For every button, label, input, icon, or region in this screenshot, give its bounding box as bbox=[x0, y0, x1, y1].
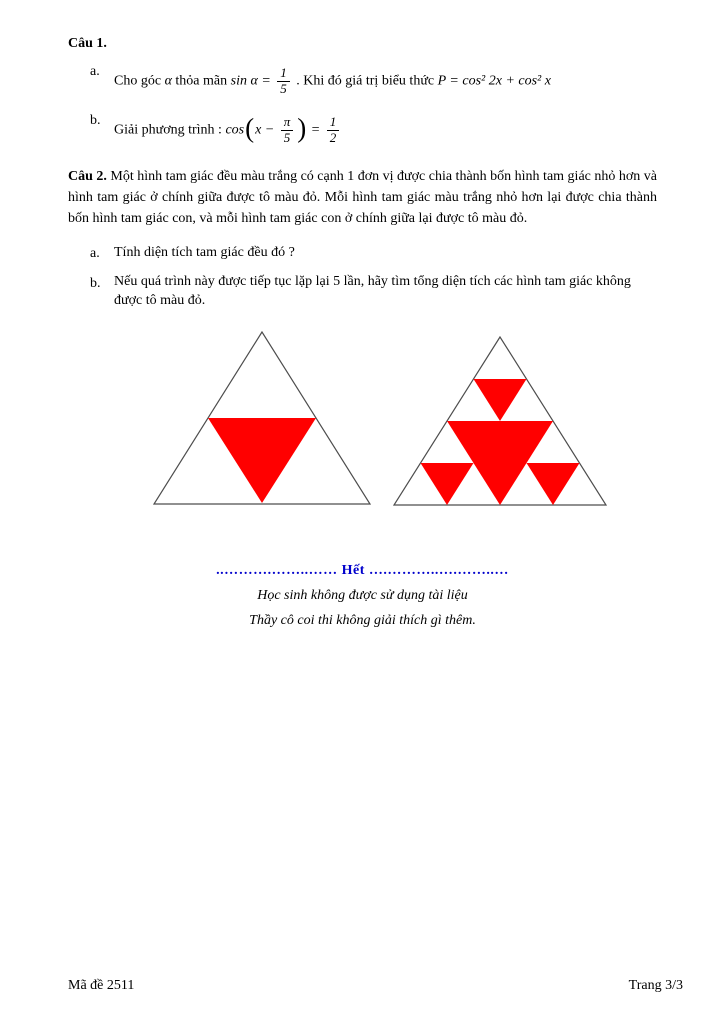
cau1-item-a-body bbox=[114, 66, 657, 97]
cau1-item-b-body bbox=[114, 112, 657, 148]
fraction-one-fifth bbox=[277, 66, 290, 97]
cau1b-text: Giải phương trình : bbox=[114, 122, 222, 138]
triangle-figures bbox=[102, 329, 657, 507]
left-paren: ( bbox=[245, 112, 255, 143]
cau1-item-a-label: a. bbox=[90, 64, 100, 79]
fraction-half-numerator: 1 bbox=[327, 115, 340, 131]
cau2-item-a-text: Tính diện tích tam giác đều đó ? bbox=[114, 245, 295, 260]
alpha-symbol: α bbox=[164, 73, 172, 89]
cau2-item-b-label: b. bbox=[90, 275, 101, 291]
exam-code: Mã đề 2511 bbox=[68, 978, 135, 993]
cau2-item-b bbox=[90, 273, 657, 311]
cau1-heading: Câu 1. bbox=[68, 36, 107, 51]
cos-symbol: cos bbox=[225, 122, 245, 138]
fraction-pi-denominator: 5 bbox=[283, 129, 291, 145]
cau1-item-b-label: b. bbox=[90, 113, 101, 128]
cau2-item-a bbox=[90, 243, 657, 264]
fraction-pi-numerator: π bbox=[281, 115, 294, 131]
fraction-numerator: 1 bbox=[277, 66, 290, 82]
sierpinski-figure-iteration-1 bbox=[151, 329, 373, 507]
cau1a-text-mid: thỏa mãn bbox=[175, 73, 228, 89]
cau2-item-b-text: Nếu quá trình này được tiếp tục lặp lại 5 lần, hãy tìm tổng diện tích các hình tam giác không được tô màu đỏ. bbox=[114, 273, 631, 308]
cau2-paragraph bbox=[68, 166, 657, 229]
closing-note-2: Thầy cô coi thi không giải thích gì thêm. bbox=[249, 612, 476, 628]
cau2-heading: Câu 2. bbox=[68, 169, 107, 184]
fraction-pi-fifth bbox=[281, 115, 294, 146]
sin-expression: sin α = bbox=[230, 73, 271, 89]
right-paren: ) bbox=[297, 112, 307, 143]
fraction-denominator: 5 bbox=[280, 80, 287, 96]
sierpinski-figure-iteration-2 bbox=[391, 335, 609, 507]
cau1a-text-before: Cho góc bbox=[114, 73, 162, 89]
cau2-body-text: Một hình tam giác đều màu trắng có cạnh 1 đơn vị được chia thành bốn hình tam giác nhỏ hơn và hình tam giác ở chính giữa được tô màu đỏ. Mỗi hình tam giác màu trắng nhỏ hơn lại được chia thành bốn hình tam giác con, và mỗi hình tam giác con ở chính giữa lại được tô màu đỏ. bbox=[68, 169, 658, 226]
cau1-item-a bbox=[90, 61, 657, 101]
inner-expression: x − bbox=[255, 122, 275, 138]
cau1-item-b bbox=[90, 110, 657, 150]
fraction-half-denominator: 2 bbox=[329, 129, 337, 145]
cau1a-text-after: . Khi đó giá trị biểu thức bbox=[296, 73, 435, 89]
het-divider-line: ..……….……..…… Hết ….………..….……..… bbox=[216, 562, 509, 578]
equals-sign: = bbox=[310, 122, 321, 138]
cau2-item-a-label: a. bbox=[90, 246, 100, 261]
p-expression: P = cos² 2x + cos² x bbox=[437, 73, 551, 89]
page-number: Trang 3/3 bbox=[628, 978, 683, 993]
closing-note-1: Học sinh không được sử dụng tài liệu bbox=[257, 587, 468, 603]
fraction-one-half bbox=[327, 115, 340, 146]
page-footer bbox=[68, 978, 683, 994]
